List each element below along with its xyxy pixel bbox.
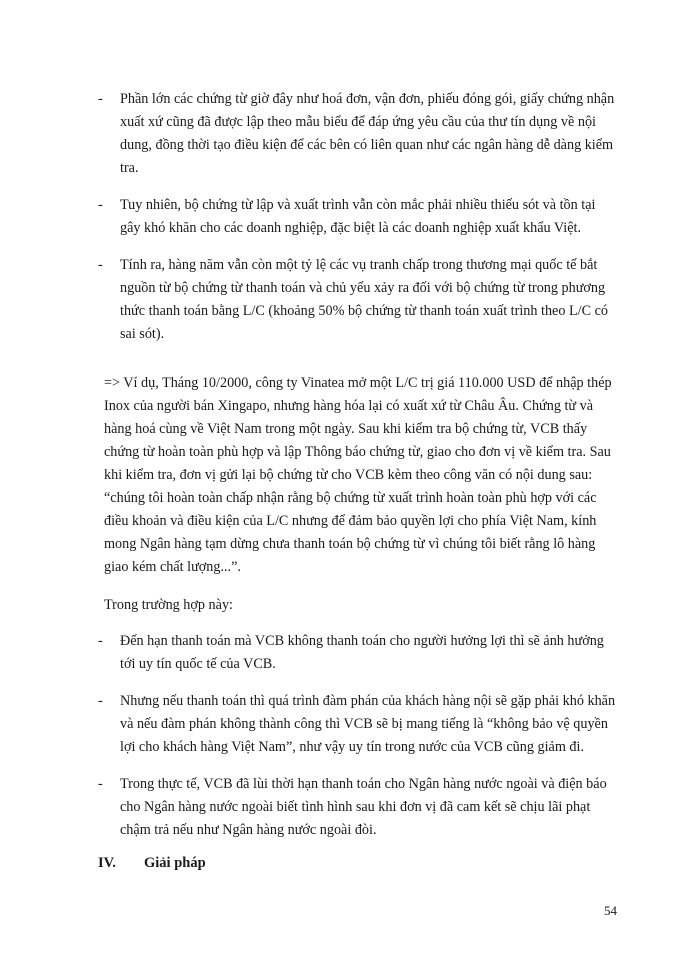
bullet-text: Đến hạn thanh toán mà VCB không thanh toán cho người hưởng lợi thì sẽ ảnh hưởng tới uy tín quốc tế của VCB. [120, 633, 604, 672]
bullet-text: Tính ra, hàng năm vẫn còn một tỷ lệ các vụ tranh chấp trong thương mại quốc tế bắt nguồn từ bộ chứng từ thanh toán và chủ yếu xảy ra đối với bộ chứng từ trong phương thức thanh toán bằng L/C (khoảng 50% bộ chứng từ thanh toán xuất trình theo L/C có sai sót). [120, 257, 609, 342]
list-item [98, 773, 618, 842]
section-heading [98, 852, 206, 875]
case-intro: Trong trường hợp này: [104, 597, 233, 613]
list-item [98, 194, 618, 240]
bullet-dash: - [98, 776, 103, 792]
bullet-text: Nhưng nếu thanh toán thì quá trình đàm phán của khách hàng nội sẽ gặp phải khó khăn và nếu đàm phán không thành công thì VCB sẽ bị mang tiếng là “không bảo vệ quyền lợi cho khách hàng Việt Nam”, như vậy uy tín trong nước của VCB cũng giảm đi. [120, 693, 616, 755]
bullet-dash: - [98, 91, 103, 107]
section-title: Giải pháp [144, 855, 206, 871]
bullet-text: Tuy nhiên, bộ chứng từ lập và xuất trình vẫn còn mắc phải nhiều thiếu sót và tồn tại gây khó khăn cho các doanh nghiệp, đặc biệt là các doanh nghiệp xuất khẩu Việt. [120, 197, 596, 236]
list-item [98, 630, 618, 676]
bullet-text: Phần lớn các chứng từ giờ đây như hoá đơn, vận đơn, phiếu đóng gói, giấy chứng nhận xuất xứ cũng đã được lập theo mẫu biểu để đáp ứng yêu cầu của thư tín dụng về nội dung, đồng thời tạo điều kiện để các bên có liên quan như các ngân hàng dễ dàng kiểm tra. [120, 91, 615, 176]
example-paragraph: => Ví dụ, Tháng 10/2000, công ty Vinatea mở một L/C trị giá 110.000 USD để nhập thép Inox của người bán Xingapo, nhưng hàng hóa lại có xuất xứ từ Châu Âu. Chứng từ và hàng hoá cùng về Việt Nam trong một ngày. Sau khi kiểm tra bộ chứng từ, VCB thấy chứng từ hoàn toàn phù hợp và lập Thông báo chứng từ, giao cho đơn vị về kiểm tra. Sau khi kiểm tra, đơn vị gửi lại bộ chứng từ cho VCB kèm theo công văn có nội dung sau: “chúng tôi hoàn toàn chấp nhận rằng bộ chứng từ xuất trình hoàn toàn phù hợp với các điều khoản và điều kiện của L/C nhưng để đảm bảo quyền lợi cho phía Việt Nam, kính mong Ngân hàng tạm dừng chưa thanh toán bộ chứng từ vì chúng tôi biết rằng lô hàng giao kém chất lượng...”. [104, 375, 612, 575]
section-number: IV. [98, 855, 116, 871]
bullet-text: Trong thực tế, VCB đã lùi thời hạn thanh toán cho Ngân hàng nước ngoài và điện báo cho Ngân hàng nước ngoài biết tình hình sau khi đơn vị đã cam kết sẽ chịu lãi phạt chậm trả nếu như Ngân hàng nước ngoài đòi. [120, 776, 607, 838]
bullet-dash: - [98, 693, 103, 709]
list-item [98, 254, 618, 346]
bullet-dash: - [98, 197, 103, 213]
page-number: 54 [604, 903, 617, 918]
list-item [98, 690, 618, 759]
bullet-list-top [98, 88, 618, 346]
bullet-dash: - [98, 257, 103, 273]
bullet-list-bottom [98, 630, 618, 842]
bullet-dash: - [98, 633, 103, 649]
list-item [98, 88, 618, 180]
